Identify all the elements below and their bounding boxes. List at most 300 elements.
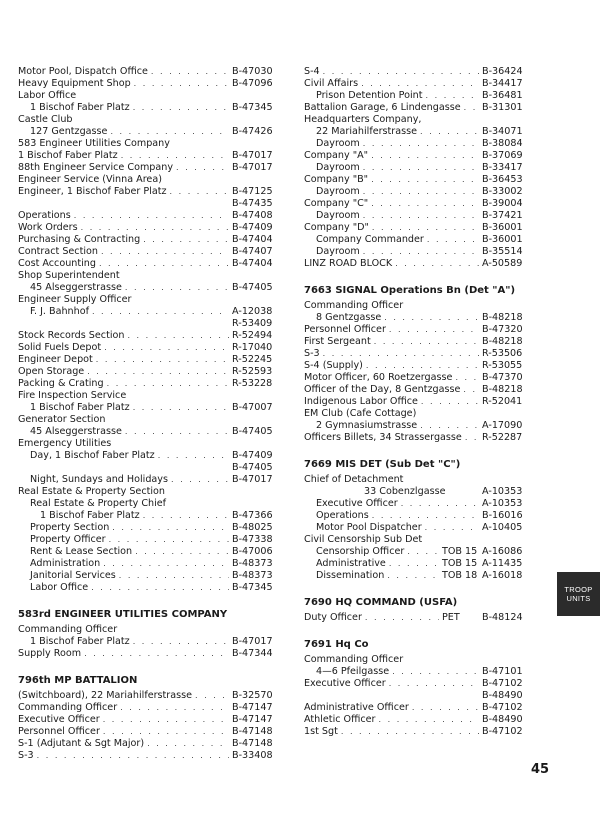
dot-leader [365,612,439,624]
directory-label [304,474,544,486]
dot-leader [127,330,229,342]
directory-entry [304,222,544,234]
dot-leader [426,90,479,102]
phone-number: B-37421 [482,210,523,221]
entry-name: Shop Superintendent [18,270,120,281]
entry-name: 88th Engineer Service Company [18,162,174,173]
entry-name: S-3 [304,348,320,359]
spacer [18,660,280,668]
phone-number: R-52287 [482,432,523,443]
phone-number: B-47404 [232,258,273,269]
dot-leader [366,360,479,372]
dot-leader [135,546,229,558]
directory-entry [18,66,280,78]
dot-leader [125,282,229,294]
directory-label [18,438,280,450]
entry-name: Motor Officer, 60 Roetzergasse [304,372,453,383]
dot-leader [389,324,479,336]
directory-entry [304,186,544,198]
section-heading: 7690 HQ COMMAND (USFA) [304,597,458,608]
entry-name: Company "B" [304,174,369,185]
directory-entry [304,324,544,336]
directory-entry [304,246,544,258]
entry-name: 1st Sgt [304,726,338,737]
phone-number: B-33408 [232,750,273,761]
section-heading: 7663 SIGNAL Operations Bn (Det "A") [304,285,516,296]
directory-entry [18,570,280,582]
directory-entry [18,330,280,342]
phone-number: B-47102 [482,702,523,713]
entry-name: F. J. Bahnhof [30,306,89,317]
dot-leader [361,78,479,90]
entry-name: Company "A" [304,150,369,161]
entry-name: Labor Office [18,90,77,101]
phone-number: B-47017 [232,162,273,173]
entry-name: Dayroom [316,186,360,197]
entry-name: (Switchboard), 22 Mariahilferstrasse [18,690,193,701]
entry-name: Administration [30,558,101,569]
directory-label [304,114,544,126]
dot-leader [363,186,479,198]
phone-number: B-47017 [232,474,273,485]
dot-leader [151,66,229,78]
phone-number: B-47147 [232,714,273,725]
directory-label [18,90,280,102]
phone-number: B-47102 [482,726,523,737]
directory-entry [304,678,544,690]
directory-entry [18,510,280,522]
dot-leader [112,522,229,534]
phone-number: B-34071 [482,126,523,137]
page-number: 45 [531,762,550,777]
directory-entry [18,534,280,546]
phone-number: B-48373 [232,558,273,569]
entry-name: Dayroom [316,138,360,149]
phone-number: B-47101 [482,666,523,677]
phone-number: B-48490 [482,714,523,725]
entry-name: Stock Records Section [18,330,125,341]
directory-entry [304,126,544,138]
dot-leader [412,702,479,714]
directory-label [304,534,544,546]
dot-leader [374,336,479,348]
phone-number: B-47405 [232,462,273,473]
phone-number: B-33417 [482,162,523,173]
entry-name: 8 Gentzgasse [316,312,382,323]
dot-leader [107,378,229,390]
directory-entry [304,78,544,90]
entry-name: Operations [18,210,71,221]
phone-number: R-17040 [232,342,273,353]
phone-number: B-47426 [232,126,273,137]
directory-entry [18,714,280,726]
phone-number: B-47147 [232,702,273,713]
spacer [304,582,544,590]
exchange-code: TOB 15 [442,546,478,557]
entry-name: 1 Bischof Faber Platz [40,510,140,521]
entry-name: Engineer, 1 Bischof Faber Platz [18,186,167,197]
phone-number: B-47370 [482,372,523,383]
phone-number: A-10353 [482,486,523,497]
directory-entry [304,396,544,408]
tab-label-line1: TROOP [564,585,593,594]
dot-leader [92,306,229,318]
entry-name: Labor Office [30,582,89,593]
dot-leader [395,258,479,270]
phone-number: R-53228 [232,378,273,389]
entry-name: Indigenous Labor Office [304,396,418,407]
directory-entry [18,102,280,114]
entry-name: Prison Detention Point [316,90,423,101]
directory-entry [18,462,280,474]
directory-entry [18,558,280,570]
phone-number: B-47102 [482,678,523,689]
directory-label [18,174,280,186]
directory-entry [304,336,544,348]
entry-name: Dissemination [316,570,385,581]
entry-name: Purchasing & Contracting [18,234,141,245]
entry-name: Motor Pool Dispatcher [316,522,422,533]
dot-leader [387,570,439,582]
directory-entry [18,342,280,354]
entry-name: S-4 (Supply) [304,360,363,371]
directory-entry [18,582,280,594]
dot-leader [134,78,229,90]
directory-entry [304,102,544,114]
entry-name: 2 Gymnasiumstrasse [316,420,418,431]
directory-entry [304,486,544,498]
dot-leader [392,666,479,678]
entry-name: Dayroom [316,162,360,173]
directory-entry [304,498,544,510]
dot-leader [465,432,479,444]
dot-leader [103,714,229,726]
phone-number: B-48025 [232,522,273,533]
directory-entry [304,348,544,360]
section-heading: 583rd ENGINEER UTILITIES COMPANY [18,609,228,620]
dot-leader [125,426,229,438]
phone-number: B-47017 [232,150,273,161]
phone-number: B-31301 [482,102,523,113]
exchange-code: TOB 15 [442,558,478,569]
dot-leader [421,396,479,408]
entry-name: Executive Officer [18,714,100,725]
directory-entry [18,186,280,198]
entry-name: LINZ ROAD BLOCK [304,258,393,269]
entry-name: Officers Billets, 34 Strassergasse [304,432,462,443]
dot-leader [372,510,479,522]
entry-name: Company "D" [304,222,369,233]
phone-number: B-47030 [232,66,273,77]
entry-name: Chief of Detachment [304,474,404,485]
entry-name: Engineer Service (Vinna Area) [18,174,162,185]
entry-name: Commanding Officer [304,654,404,665]
phone-number: R-52041 [482,396,523,407]
entry-name: Administrative [316,558,386,569]
entry-name: Motor Pool, Dispatch Office [18,66,148,77]
entry-name: Property Section [30,522,110,533]
phone-number: A-12038 [232,306,273,317]
entry-name: Dayroom [316,246,360,257]
directory-entry [18,210,280,222]
dot-leader [133,636,229,648]
dot-leader [371,150,479,162]
dot-leader [110,126,229,138]
entry-name: 33 Cobenzlgasse [364,486,446,497]
phone-number: A-11435 [482,558,523,569]
directory-entry [304,372,544,384]
phone-number: B-36481 [482,90,523,101]
spacer [304,624,544,632]
entry-name: Dayroom [316,210,360,221]
dot-leader [372,222,479,234]
directory-entry [304,150,544,162]
entry-name: Work Orders [18,222,78,233]
dot-leader [103,726,229,738]
directory-label [304,654,544,666]
dot-leader [101,246,229,258]
directory-entry [304,420,544,432]
phone-number: B-34417 [482,78,523,89]
dot-leader [87,366,229,378]
entry-name: Company Commander [316,234,424,245]
dot-leader [81,222,229,234]
directory-entry [304,234,544,246]
phone-number: A-16086 [482,546,523,557]
entry-name: Night, Sundays and Holidays [30,474,168,485]
dot-leader [143,234,229,246]
directory-entry [304,558,544,570]
entry-name: 1 Bischof Faber Platz [30,636,130,647]
directory-entry [18,402,280,414]
dot-leader [119,570,229,582]
dot-leader [427,234,479,246]
dot-leader [341,726,479,738]
phone-number: R-53409 [232,318,273,329]
dot-leader [133,402,229,414]
phone-number: B-47006 [232,546,273,557]
directory-entry [304,690,544,702]
entry-name: 1 Bischof Faber Platz [18,150,118,161]
directory-label [18,390,280,402]
dot-leader [176,162,229,174]
directory-entry [18,648,280,660]
entry-name: Supply Room [18,648,82,659]
phone-number: B-47338 [232,534,273,545]
phone-number: B-36001 [482,234,523,245]
directory-label [304,408,544,420]
entry-name: Solid Fuels Depot [18,342,102,353]
entry-name: Censorship Officer [316,546,405,557]
phone-number: B-47435 [232,198,273,209]
entry-name: Contract Section [18,246,98,257]
dot-leader [170,186,229,198]
dot-leader [99,258,229,270]
directory-entry [304,702,544,714]
phone-number: B-48124 [482,612,523,623]
directory-entry [18,150,280,162]
dot-leader [121,150,229,162]
entry-name: Engineer Depot [18,354,93,365]
phone-number: B-47405 [232,426,273,437]
phone-number: A-10353 [482,498,523,509]
spacer [304,444,544,452]
directory-label [18,294,280,306]
phone-number: B-16016 [482,510,523,521]
entry-name: Generator Section [18,414,106,425]
dot-leader [74,210,229,222]
directory-label [18,114,280,126]
phone-number: B-35514 [482,246,523,257]
directory-entry [304,666,544,678]
phone-number: B-47366 [232,510,273,521]
phone-number: A-50589 [482,258,523,269]
dot-leader [363,138,479,150]
directory-entry [304,432,544,444]
entry-name: Commanding Officer [304,300,404,311]
dot-leader [363,210,479,222]
directory-entry [18,78,280,90]
directory-entry [18,282,280,294]
directory-entry [18,636,280,648]
entry-name: Heavy Equipment Shop [18,78,131,89]
entry-name: Emergency Utilities [18,438,112,449]
directory-entry [18,726,280,738]
entry-name: Fire Inspection Service [18,390,127,401]
directory-label [18,498,280,510]
directory-entry [18,198,280,210]
phone-number: B-38084 [482,138,523,149]
entry-name: Real Estate & Property Section [18,486,165,497]
dot-leader [171,474,229,486]
dot-leader [363,162,479,174]
directory-entry [18,738,280,750]
entry-name: Company "C" [304,198,369,209]
entry-name: Officer of the Day, 8 Gentzgasse [304,384,461,395]
phone-number: B-47405 [232,282,273,293]
entry-name: S-4 [304,66,320,77]
directory-entry [304,384,544,396]
entry-name: Day, 1 Bischof Faber Platz [30,450,155,461]
entry-name: Executive Officer [316,498,398,509]
phone-number: R-53506 [482,348,523,359]
dot-leader [389,678,479,690]
directory-entry [18,246,280,258]
phone-number: A-16018 [482,570,523,581]
directory-entry [304,90,544,102]
directory-entry [18,222,280,234]
entry-name: S-1 (Adjutant & Sgt Major) [18,738,145,749]
entry-name: Rent & Lease Section [30,546,133,557]
entry-name: Operations [316,510,369,521]
directory-entry [304,714,544,726]
entry-name: Janitorial Services [30,570,116,581]
entry-name: First Sergeant [304,336,371,347]
phone-number: B-33002 [482,186,523,197]
directory-entry [304,510,544,522]
dot-leader [120,702,229,714]
phone-number: R-52593 [232,366,273,377]
phone-number: B-48218 [482,336,523,347]
spacer [304,270,544,278]
phone-number: B-47344 [232,648,273,659]
dot-leader [455,372,479,384]
directory-entry [18,450,280,462]
directory-entry [304,66,544,78]
entry-name: Headquarters Company, [304,114,422,125]
dot-leader [371,198,479,210]
dot-leader [371,174,479,186]
dot-leader [143,510,229,522]
phone-number: B-39004 [482,198,523,209]
directory-label [18,270,280,282]
dot-leader [389,558,439,570]
entry-name: Commanding Officer [18,702,118,713]
phone-number: B-48490 [482,690,523,701]
exchange-code: TOB 18 [442,570,478,581]
dot-leader [401,498,479,510]
entry-name: Castle Club [18,114,73,125]
dot-leader [420,420,479,432]
entry-name: Cost Accounting [18,258,96,269]
dot-leader [103,558,229,570]
dot-leader [158,450,229,462]
entry-name: EM Club (Cafe Cottage) [304,408,417,419]
directory-label [18,138,280,150]
directory-entry [304,162,544,174]
section-heading: 7669 MIS DET (Sub Det "C") [304,459,461,470]
phone-number: B-47096 [232,78,273,89]
phone-number: B-47007 [232,402,273,413]
dot-leader [323,348,479,360]
phone-number: B-48218 [482,312,523,323]
phone-number: B-36001 [482,222,523,233]
phone-number: B-47345 [232,582,273,593]
directory-entry [304,570,544,582]
directory-entry [18,258,280,270]
directory-entry [18,318,280,330]
directory-entry [18,126,280,138]
entry-name: 22 Mariahilferstrasse [316,126,418,137]
phone-number: R-53055 [482,360,523,371]
dot-leader [37,750,229,762]
entry-name: Real Estate & Property Chief [30,498,167,509]
directory-entry [18,690,280,702]
dot-leader [407,546,439,558]
directory-entry [304,198,544,210]
directory-entry [304,726,544,738]
directory-entry [18,234,280,246]
dot-leader [464,102,479,114]
entry-name: 127 Gentzgasse [30,126,108,137]
directory-entry [18,162,280,174]
phone-number: R-52245 [232,354,273,365]
directory-entry [304,210,544,222]
directory-entry [18,702,280,714]
phone-number: B-47148 [232,738,273,749]
entry-name: Packing & Crating [18,378,104,389]
phone-number: B-47125 [232,186,273,197]
directory-label [18,414,280,426]
entry-name: Open Storage [18,366,85,377]
phone-number: B-47017 [232,636,273,647]
dot-leader [463,384,479,396]
phone-number: B-47407 [232,246,273,257]
dot-leader [425,522,479,534]
directory-entry [18,522,280,534]
phone-number: B-47320 [482,324,523,335]
dot-leader [84,648,229,660]
